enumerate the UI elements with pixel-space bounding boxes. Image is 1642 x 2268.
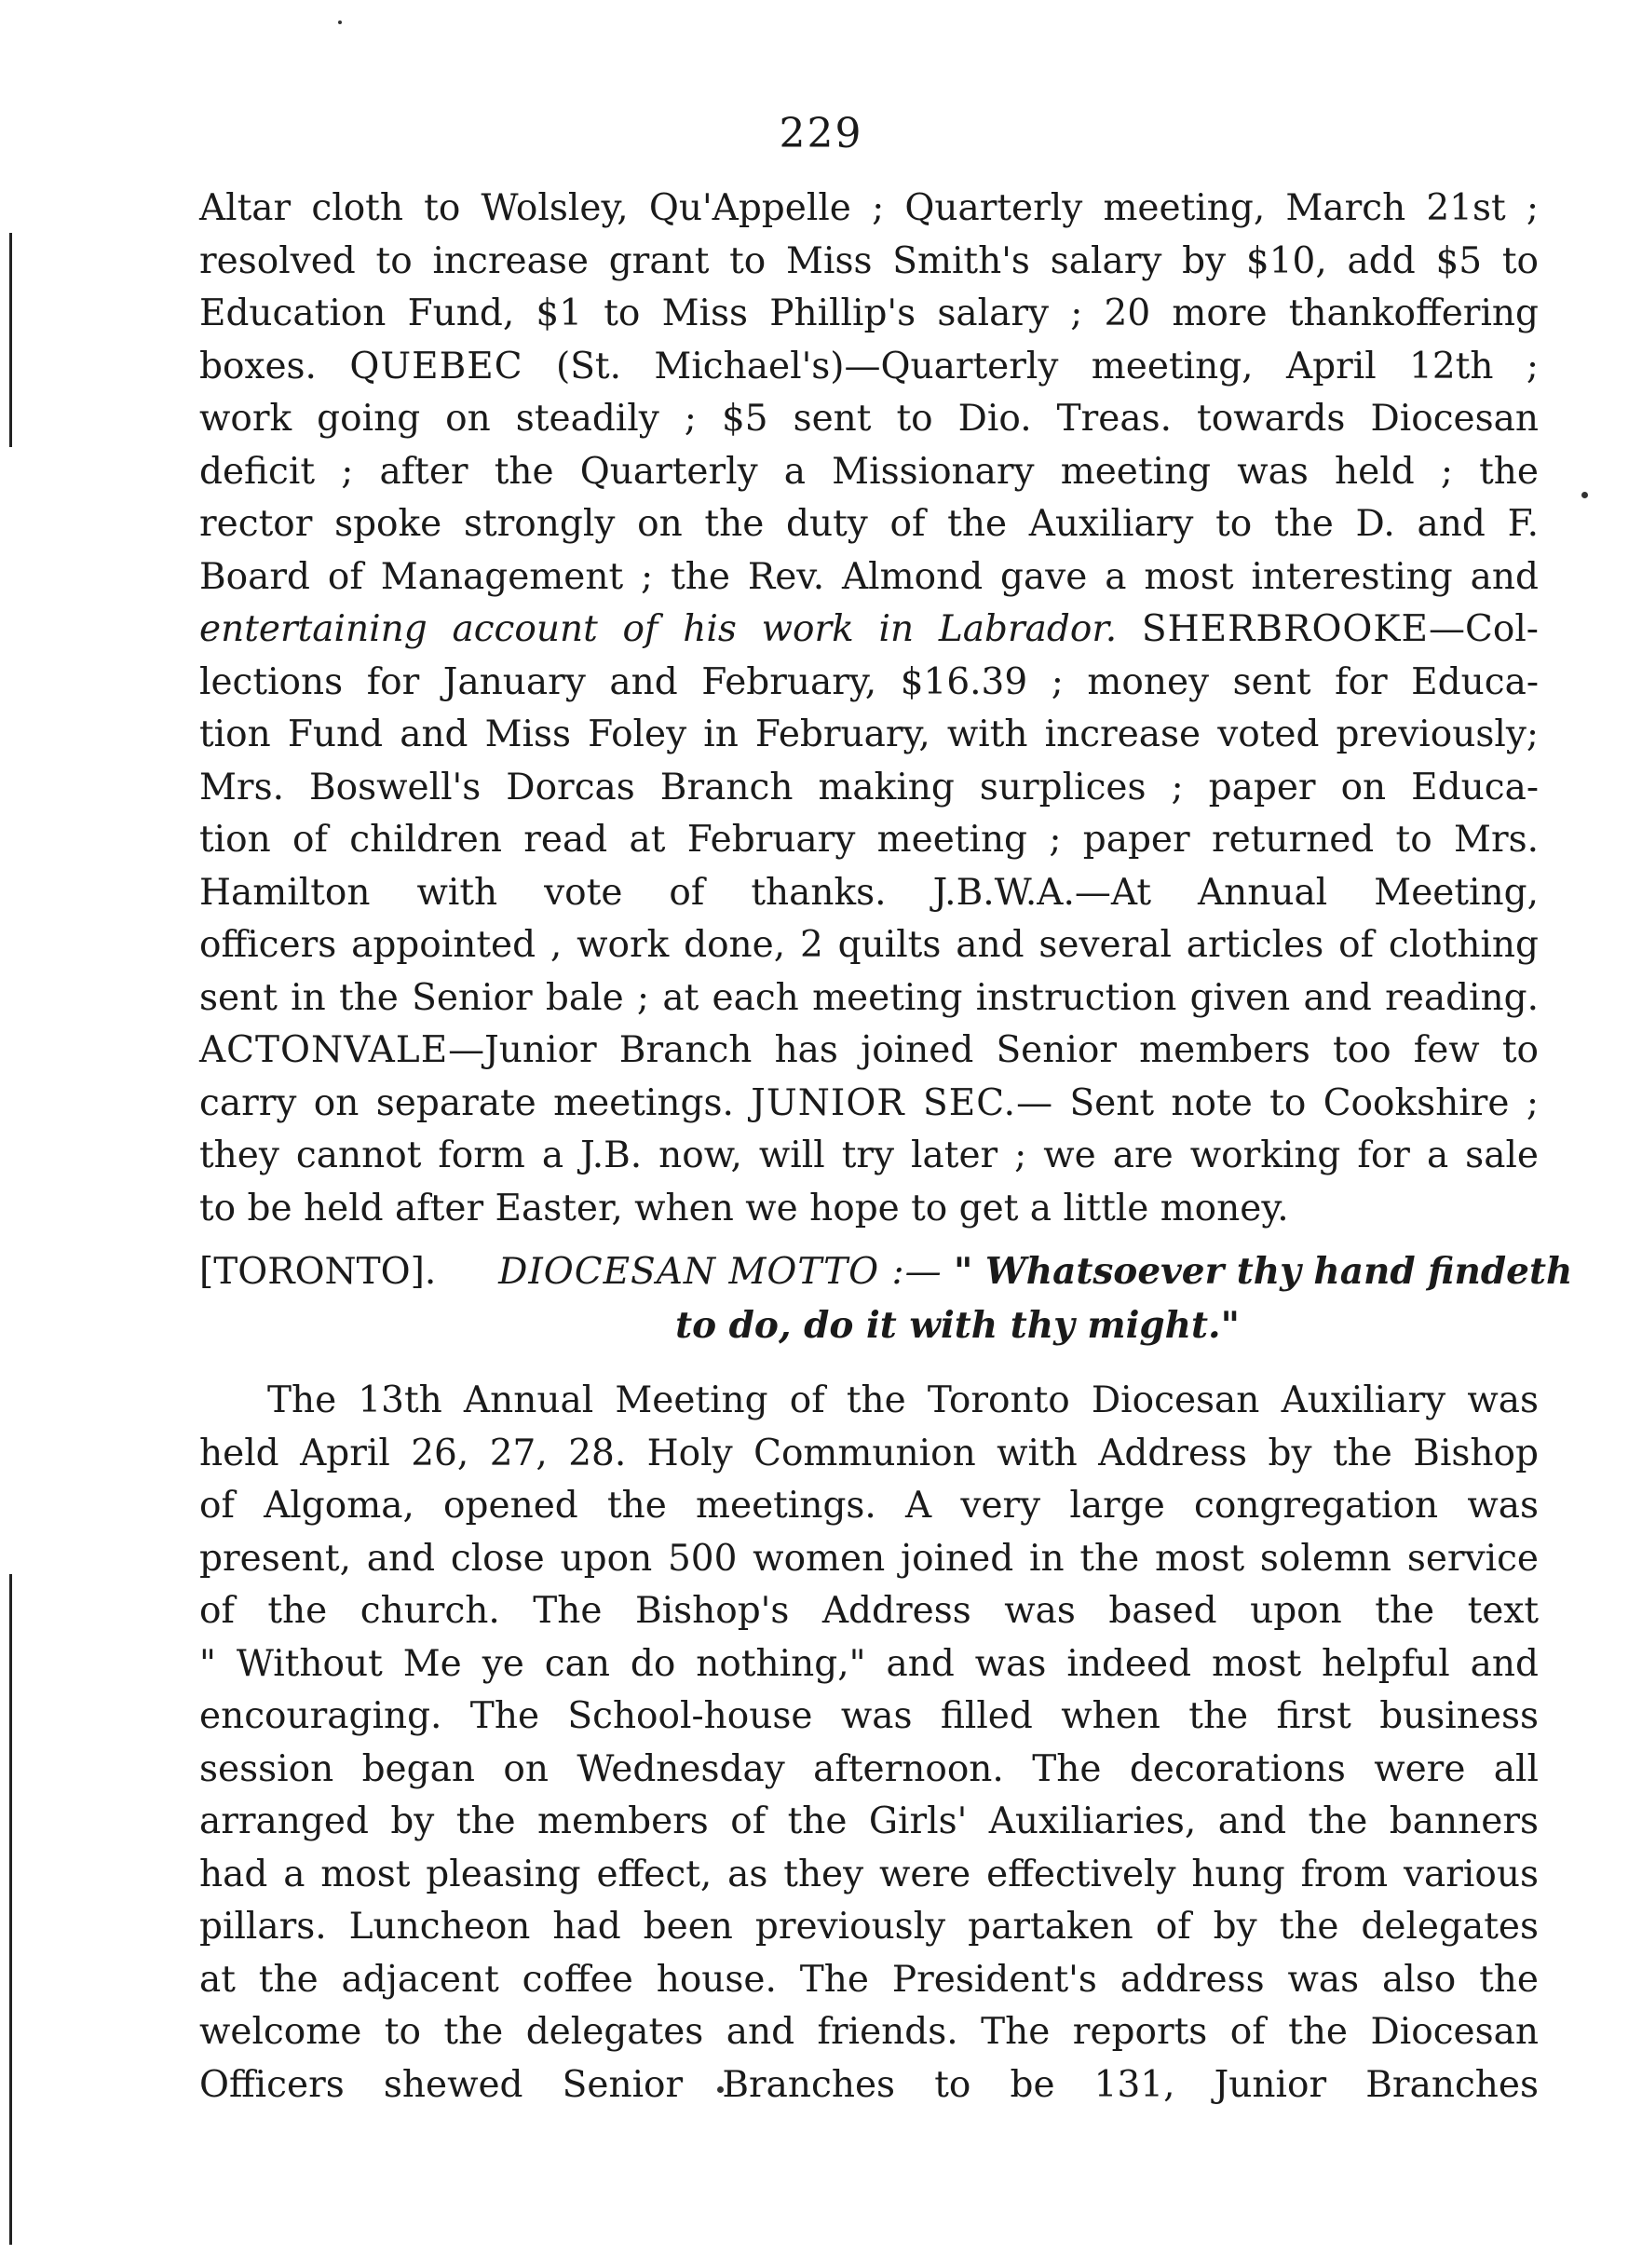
text-segment: deficit ; after the Quarterly a Missionary meeting was held ; the: [199, 450, 1539, 493]
text-segment: Board of Management ; the Rev. Almond gave a most interesting and: [199, 555, 1539, 598]
text-line: [199, 446, 1539, 499]
text-line: [199, 1025, 1539, 1078]
heading-line-1: [199, 1245, 1573, 1299]
text-segment: carry on separate meetings.: [199, 1081, 752, 1124]
text-segment: entertaining account of his work in Labrador.: [199, 608, 1142, 650]
text-line: at the adjacent coffee house. The President's address was also the: [199, 1958, 1539, 2001]
toronto-heading: [199, 1245, 1573, 1351]
text-line: session began on Wednesday afternoon. The decorations were all: [199, 1747, 1539, 1790]
text-line: Officers shewed Senior Branches to be 131, Junior Branches: [199, 2063, 1539, 2106]
text-segment: resolved to increase grant to Miss Smith's salary by $10, add $5 to: [199, 239, 1539, 282]
branch-name: ACTONVALE: [199, 1029, 449, 1071]
text-segment: —Col-: [1429, 608, 1539, 650]
text-line: [199, 604, 1539, 657]
text-line: [199, 867, 1539, 920]
text-line: [199, 236, 1539, 289]
text-line: had a most pleasing effect, as they were effectively hung from various: [199, 1853, 1539, 1895]
scan-speck: [1581, 492, 1588, 498]
text-line: welcome to the delegates and friends. The reports of the Diocesan: [199, 2011, 1539, 2053]
text-line: pillars. Luncheon had been previously partaken of by the delegates: [199, 1906, 1539, 1948]
text-segment: (St. Michael's)—Quarterly meeting, April 12th ;: [522, 345, 1540, 387]
text-line: encouraging. The School-house was filled when the first business: [199, 1695, 1539, 1737]
text-line: of the church. The Bishop's Address was based upon the text: [199, 1590, 1539, 1632]
text-segment: Education Fund, $1 to Miss Phillip's salary ; 20 more thankoffering: [199, 292, 1539, 334]
text-segment: officers appointed , work done, 2 quilts and several articles of clothing: [199, 924, 1539, 966]
motto-label: DIOCESAN MOTTO :—: [498, 1251, 943, 1293]
section-2-paragraph: [199, 1375, 1539, 2112]
text-segment: sent in the Senior bale ; at each meeting instruction given and reading.: [199, 976, 1539, 1019]
text-line: [199, 657, 1539, 710]
text-segment: work going on steadily ; $5 sent to Dio. Treas. towards Diocesan: [199, 398, 1539, 440]
branch-name: SHERBROOKE: [1141, 608, 1430, 650]
text-line: held April 26, 27, 28. Holy Communion with Address by the Bishop: [199, 1432, 1539, 1474]
text-line: [199, 551, 1539, 604]
text-line: The 13th Annual Meeting of the Toronto Diocesan Auxiliary was: [267, 1379, 1539, 1421]
text-segment: they cannot form a J.B. now, will try later ; we are working for a sale: [199, 1134, 1539, 1176]
text-segment: boxes.: [199, 345, 350, 387]
diocese-name: [TORONTO].: [199, 1251, 437, 1293]
scan-speck: [338, 20, 342, 24]
text-line: [199, 341, 1539, 394]
text-line: [199, 1078, 1539, 1131]
text-line: [199, 814, 1539, 867]
branch-name: JUNIOR SEC.: [751, 1081, 1017, 1124]
motto-text-1: " Whatsoever thy hand findeth: [954, 1250, 1573, 1293]
text-line: arranged by the members of the Girls' Auxiliaries, and the banners: [199, 1800, 1539, 1842]
text-segment: to be held after Easter, when we hope to get a little money.: [199, 1187, 1289, 1229]
text-segment: Altar cloth to Wolsley, Qu'Appelle ; Quarterly meeting, March 21st ;: [199, 187, 1539, 229]
section-1-paragraph: [199, 183, 1539, 1235]
text-line: [199, 288, 1539, 341]
text-segment: —Junior Branch has joined Senior members too few to: [448, 1029, 1539, 1071]
text-line: [199, 498, 1539, 551]
text-line: [199, 762, 1539, 815]
text-line: of Algoma, opened the meetings. A very large congregation was: [199, 1485, 1539, 1527]
text-line: [199, 1183, 1539, 1236]
text-line: present, and close upon 500 women joined in the most solemn service: [199, 1537, 1539, 1580]
text-segment: — Sent note to Cookshire ;: [1016, 1081, 1539, 1124]
text-segment: Hamilton with vote of thanks. J.B.W.A.—At Annual Meeting,: [199, 871, 1539, 914]
scan-edge-bottom: [9, 1574, 12, 2245]
text-line: [199, 1130, 1539, 1183]
text-line: [199, 919, 1539, 972]
text-line: [199, 709, 1539, 762]
text-line: [199, 393, 1539, 446]
text-segment: tion of children read at February meeting ; paper returned to Mrs.: [199, 819, 1539, 861]
text-segment: lections for January and February, $16.39 ; money sent for Educa-: [199, 660, 1539, 703]
text-line: [199, 972, 1539, 1025]
text-line: " Without Me ye can do nothing," and was indeed most helpful and: [199, 1642, 1539, 1685]
text-segment: tion Fund and Miss Foley in February, with increase voted previously;: [199, 713, 1539, 755]
text-segment: rector spoke strongly on the duty of the Auxiliary to the D. and F.: [199, 503, 1539, 545]
text-line: [199, 183, 1539, 236]
branch-name: QUEBEC: [349, 345, 523, 387]
scan-edge-top: [9, 233, 12, 447]
text-segment: Mrs. Boswell's Dorcas Branch making surplices ; paper on Educa-: [199, 766, 1539, 808]
page-number: 229: [779, 110, 863, 157]
motto-text-2: to do, do it with thy might.": [675, 1303, 1240, 1347]
